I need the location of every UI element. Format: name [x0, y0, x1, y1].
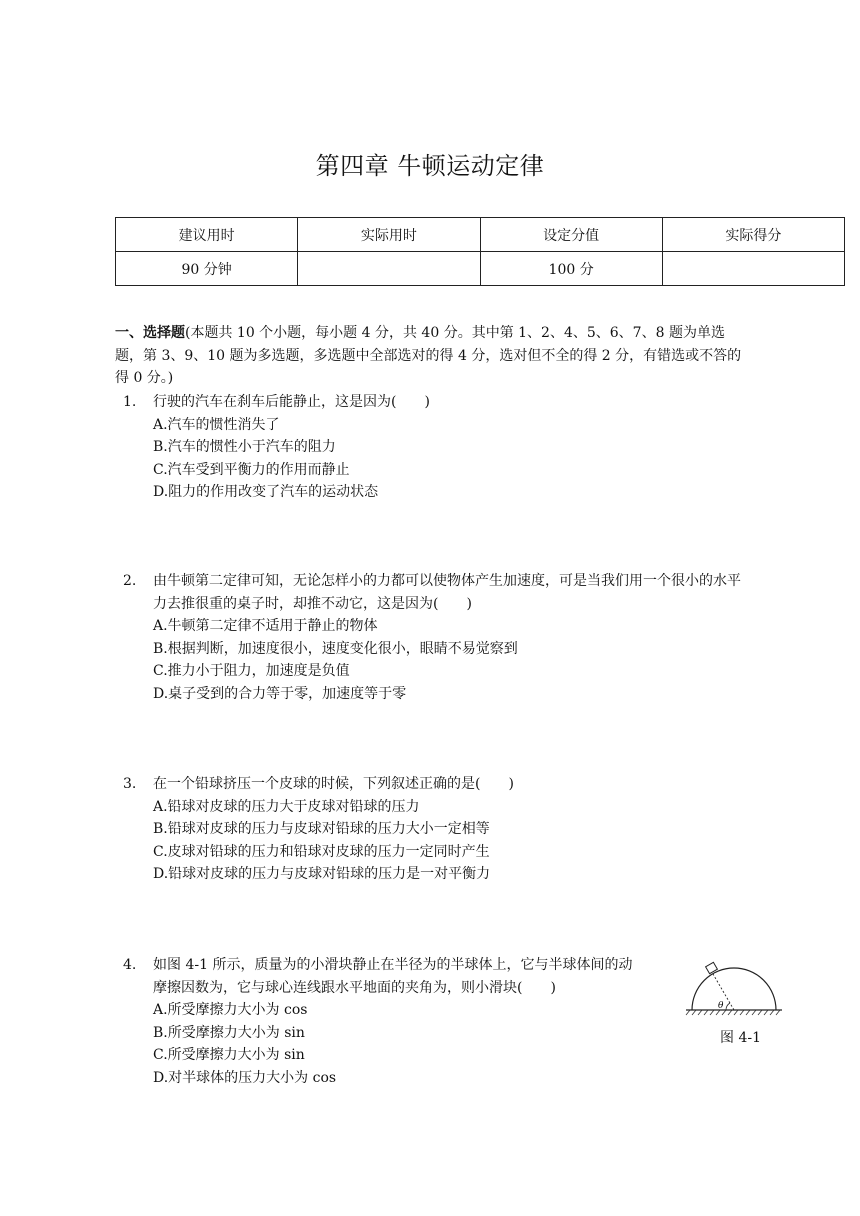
- option-c: C.推力小于阻力，加速度是负值: [153, 663, 350, 679]
- option-b: B.铅球对皮球的压力与皮球对铅球的压力大小一定相等: [153, 821, 490, 837]
- question-4: [115, 954, 645, 1089]
- question-stem: 行驶的汽车在刹车后能静止，这是因为( ): [153, 394, 430, 410]
- ground-hatch: [686, 1010, 780, 1015]
- question-3: [115, 773, 745, 886]
- option-c: C.所受摩擦力大小为 sin: [153, 1047, 305, 1063]
- question-stem: 如图 4-1 所示，质量为的小滑块静止在半径为的半球体上，它与半球体间的动摩擦因数为，它与球心连线跟水平地面的夹角为，则小滑块( ): [153, 957, 633, 996]
- angle-label: θ: [718, 1001, 724, 1011]
- question-stem: 在一个铅球挤压一个皮球的时候，下列叙述正确的是( ): [153, 776, 514, 792]
- option-a: A.所受摩擦力大小为 cos: [153, 1002, 308, 1018]
- table-row: [116, 252, 845, 286]
- section-instructions: [115, 322, 745, 390]
- option-c: C.皮球对铅球的压力和铅球对皮球的压力一定同时产生: [153, 843, 490, 860]
- question-stem: 由牛顿第二定律可知，无论怎样小的力都可以使物体产生加速度，可是当我们用一个很小的水平力去推很重的桌子时，却推不动它，这是因为( ): [153, 573, 741, 612]
- table-cell: [298, 252, 480, 286]
- question-number: 2.: [123, 573, 137, 589]
- option-d: D.对半球体的压力大小为 cos: [153, 1069, 337, 1086]
- option-b: B.所受摩擦力大小为 sin: [153, 1024, 305, 1041]
- question-number: 4.: [123, 957, 137, 973]
- question-1: [115, 391, 745, 504]
- section-heading: 一、选择题: [115, 325, 185, 341]
- hemisphere-diagram: [684, 958, 784, 1018]
- question-number: 3.: [123, 776, 137, 792]
- table-header-cell: 实际用时: [298, 218, 480, 252]
- question-2: [115, 570, 745, 705]
- option-a: A.汽车的惯性消失了: [153, 416, 280, 433]
- radius-line: [713, 974, 734, 1010]
- option-d: D.阻力的作用改变了汽车的运动状态: [153, 484, 379, 500]
- angle-arc: [726, 1003, 730, 1010]
- table-cell: 90 分钟: [116, 252, 298, 286]
- hemisphere-arc: [692, 968, 776, 1010]
- score-table: [115, 217, 845, 286]
- table-cell: [662, 252, 844, 286]
- question-number: 1.: [123, 394, 137, 410]
- option-b: B.汽车的惯性小于汽车的阻力: [153, 439, 336, 455]
- table-header-cell: 建议用时: [116, 218, 298, 252]
- option-c: C.汽车受到平衡力的作用而静止: [153, 461, 350, 478]
- section-text: (本题共 10 个小题，每小题 4 分，共 40 分。其中第 1、2、4、5、6、7、8 题为单选题，第 3、9、10 题为多选题，多选题中全部选对的得 4 分，选对但不全的得 2 分，有错选或不答的得 0 分。): [115, 325, 742, 386]
- option-a: A.铅球对皮球的压力大于皮球对铅球的压力: [153, 798, 420, 815]
- table-header-cell: 设定分值: [480, 218, 662, 252]
- page-title: 第四章 牛顿运动定律: [315, 152, 545, 180]
- hemisphere-figure: [684, 958, 784, 1022]
- option-d: D.铅球对皮球的压力与皮球对铅球的压力是一对平衡力: [153, 866, 491, 882]
- table-header-row: [116, 218, 845, 252]
- option-d: D.桌子受到的合力等于零，加速度等于零: [153, 685, 407, 702]
- table-header-cell: 实际得分: [662, 218, 844, 252]
- option-a: A.牛顿第二定律不适用于静止的物体: [153, 618, 378, 634]
- option-b: B.根据判断，加速度很小，速度变化很小，眼睛不易觉察到: [153, 640, 518, 657]
- table-cell: 100 分: [480, 252, 662, 286]
- figure-caption: 图 4-1: [720, 1030, 761, 1046]
